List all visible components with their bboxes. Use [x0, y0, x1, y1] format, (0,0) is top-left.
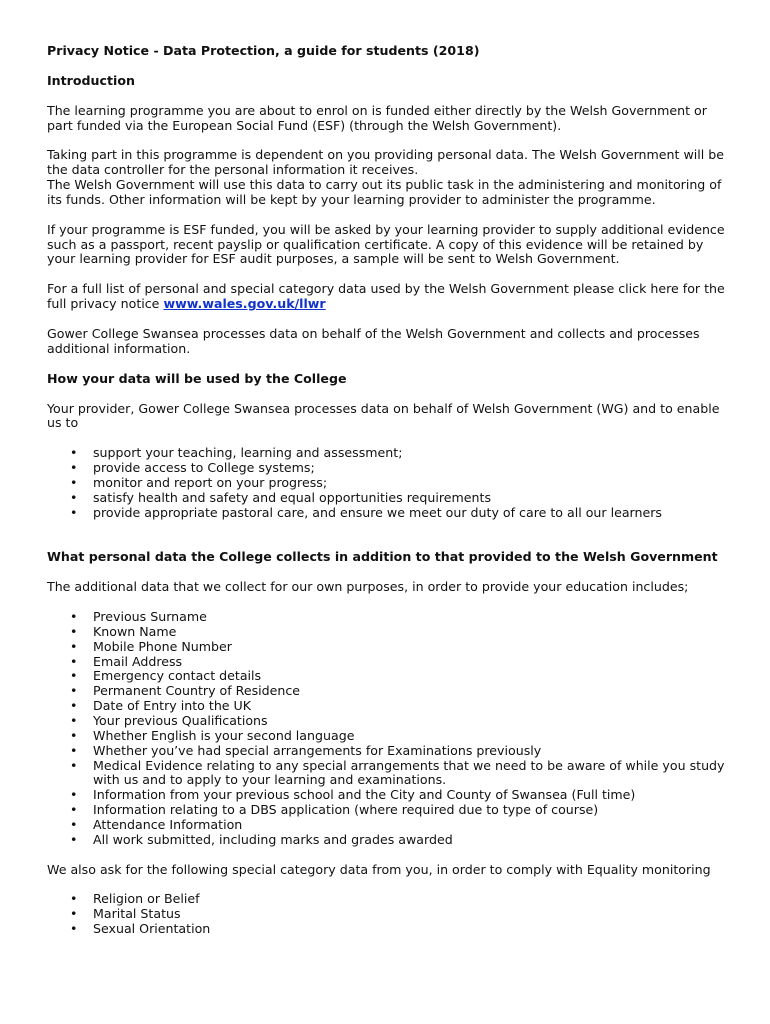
- collect-list: [47, 610, 730, 848]
- intro-paragraph-3: If your programme is ESF funded, you will be asked by your learning provider to supply additional evidence such as a passport, recent payslip or qualification certificate. A copy of this evidence will be retained by your learning provider for ESF audit purposes, a sample will be sent to Welsh Government.: [47, 221, 725, 267]
- usage-heading: How your data will be used by the College: [47, 370, 347, 386]
- document-title: Privacy Notice - Data Protection, a guide for students (2018): [47, 43, 480, 58]
- list-item: • Emergency contact details: [47, 669, 730, 684]
- list-item: • Permanent Country of Residence: [47, 684, 730, 699]
- list-item: • provide appropriate pastoral care, and ensure we meet our duty of care to all our learners: [47, 506, 730, 521]
- collect-heading: What personal data the College collects in addition to that provided to the Welsh Government: [47, 549, 718, 565]
- intro-paragraph-4-text: For a full list of personal and special category data used by the Welsh Government please click here for the full privacy notice: [47, 281, 725, 312]
- list-item: • Mobile Phone Number: [47, 640, 730, 655]
- usage-list: [47, 446, 730, 520]
- list-item: • Your previous Qualifications: [47, 714, 730, 729]
- intro-paragraph-2b: The Welsh Government will use this data to carry out its public task in the administering and monitoring of its funds. Other information will be kept by your learning provider to administer the programme.: [47, 177, 722, 207]
- usage-intro: Your provider, Gower College Swansea processes data on behalf of Welsh Government (WG) and to enable us to: [47, 400, 720, 431]
- list-item: • Marital Status: [47, 907, 730, 922]
- privacy-notice-link[interactable]: www.wales.gov.uk/llwr: [163, 296, 326, 312]
- list-item: • Information from your previous school and the City and County of Swansea (Full time): [47, 788, 730, 803]
- special-category-intro: We also ask for the following special category data from you, in order to comply with Equality monitoring: [47, 861, 711, 877]
- list-item: • Attendance Information: [47, 818, 730, 833]
- special-category-list: [47, 892, 730, 937]
- list-item: • Email Address: [47, 655, 730, 670]
- list-item: • Whether English is your second language: [47, 729, 730, 744]
- list-item: • Whether you’ve had special arrangements for Examinations previously: [47, 744, 730, 759]
- collect-intro: The additional data that we collect for our own purposes, in order to provide your education includes;: [47, 579, 689, 595]
- intro-paragraph-1: The learning programme you are about to enrol on is funded either directly by the Welsh Government or part funded via the European Social Fund (ESF) (through the Welsh Government).: [47, 102, 707, 133]
- list-item: • Date of Entry into the UK: [47, 699, 730, 714]
- list-item: • Medical Evidence relating to any special arrangements that we need to be aware of while you study with us and to apply to your learning and examinations.: [47, 759, 730, 789]
- list-item: • Known Name: [47, 625, 730, 640]
- intro-paragraph-4: [47, 282, 730, 312]
- list-item: • monitor and report on your progress;: [47, 476, 730, 491]
- list-item: • Information relating to a DBS application (where required due to type of course): [47, 803, 730, 818]
- list-item: • satisfy health and safety and equal opportunities requirements: [47, 491, 730, 506]
- intro-paragraph-2a: Taking part in this programme is dependent on you providing personal data. The Welsh Government will be the data controller for the personal information it receives.: [47, 147, 724, 178]
- introduction-heading: Introduction: [47, 72, 135, 88]
- list-item: • All work submitted, including marks and grades awarded: [47, 833, 730, 848]
- list-item: • support your teaching, learning and assessment;: [47, 446, 730, 461]
- list-item: • provide access to College systems;: [47, 461, 730, 476]
- list-item: • Religion or Belief: [47, 892, 730, 907]
- intro-paragraph-5: Gower College Swansea processes data on behalf of the Welsh Government and collects and processes additional information.: [47, 325, 700, 356]
- list-item: • Previous Surname: [47, 610, 730, 625]
- list-item: • Sexual Orientation: [47, 922, 730, 937]
